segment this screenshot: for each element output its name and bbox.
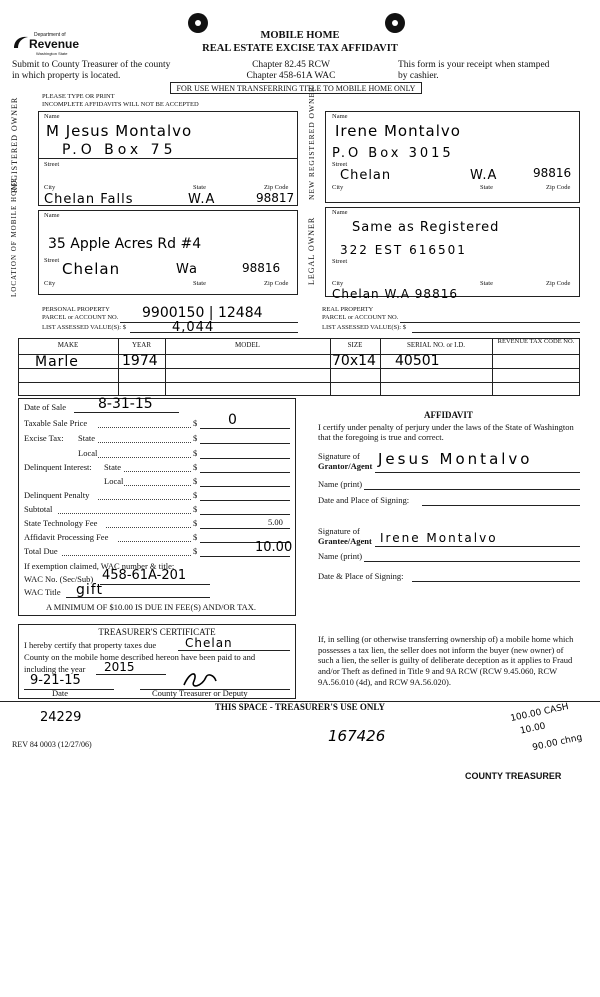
vt-make[interactable]: Marle [35, 354, 79, 370]
wac-title-label: WAC Title [24, 587, 61, 597]
affidavit-fee-label: Affidavit Processing Fee [24, 532, 109, 542]
subtotal-dollar: $ [193, 504, 198, 514]
excise-local-label: Local [78, 448, 98, 458]
date-of-sale-label: Date of Sale [24, 402, 67, 412]
ro-name[interactable]: M Jesus Montalvo [46, 122, 193, 140]
vt-size[interactable]: 70x14 [332, 353, 376, 369]
affidavit-text: I certify under penalty of perjury under the laws of the State of Washington that the foregoing is true and correct. [318, 422, 574, 442]
logo-sub: Washington State [36, 51, 68, 56]
grantee-date-line [412, 581, 580, 582]
form-subtitle: REAL ESTATE EXCISE TAX AFFIDAVIT [202, 43, 398, 54]
wac-no[interactable]: 458-61A-201 [102, 568, 187, 583]
rp-assessed-label: LIST ASSESSED VALUE(S): $ [322, 324, 406, 331]
grantee-sig-line [375, 546, 580, 547]
dp-dollar: $ [193, 490, 198, 500]
taxable-line [200, 428, 290, 429]
logo-dept: Department of [34, 32, 66, 38]
grantee-sig-label-1: Signature of [318, 526, 360, 536]
logo-name: Revenue [29, 37, 80, 51]
di-local-label: Local [104, 476, 124, 486]
affidavit-fee-dollar: $ [193, 532, 198, 542]
loc-zip-label: Zip Code [264, 280, 289, 287]
date-of-sale[interactable]: 8-31-15 [98, 396, 153, 412]
wac-no-line [100, 584, 210, 585]
tech-fee: 5.00 [268, 517, 283, 527]
treasurer-year-line [96, 674, 166, 675]
ro-street[interactable]: P.O Box 75 [62, 142, 177, 158]
pp-parcel[interactable]: 9900150 | 12484 [142, 305, 263, 321]
grantee-name-line [364, 561, 580, 562]
vt-year[interactable]: 1974 [122, 353, 158, 369]
treasurer-deputy-label: County Treasurer or Deputy [152, 688, 248, 698]
form-title: MOBILE HOME [260, 30, 340, 41]
di-state-line [200, 472, 290, 473]
vt-row-line-1 [18, 354, 580, 355]
revenue-logo [12, 32, 82, 58]
treasurer-space-label: THIS SPACE - TREASURER'S USE ONLY [214, 702, 386, 712]
di-local-dots [124, 485, 191, 486]
date-of-sale-line [74, 412, 179, 413]
treasurer-line1: I hereby certify that property taxes due [24, 640, 157, 650]
loc-city-label: City [44, 280, 56, 287]
vt-row-line-2 [18, 368, 580, 369]
rp-label: REAL PROPERTY [322, 306, 374, 313]
total-due[interactable]: 10.00 [255, 540, 293, 555]
subtotal-line [200, 514, 290, 515]
vt-row-line-3 [18, 382, 580, 383]
vt-header-year: YEAR [131, 341, 152, 349]
pp-label: PERSONAL PROPERTY [42, 306, 110, 313]
lo-street[interactable]: 322 EST 616501 [340, 243, 467, 257]
no-street[interactable]: P.O Box 3015 [332, 146, 454, 161]
location-box [38, 210, 298, 295]
delinquent-penalty-label: Delinquent Penalty [24, 490, 90, 500]
vt-header-model: MODEL [235, 341, 260, 349]
ro-zip[interactable]: 98817 [256, 191, 295, 205]
lo-state-label: State [480, 280, 493, 287]
ro-city-label: City [44, 184, 56, 191]
di-state-dots [124, 471, 191, 472]
loc-city[interactable]: Chelan [62, 260, 121, 278]
total-due-dots [62, 555, 191, 556]
grantee-name-print-label: Name (print) [318, 551, 363, 561]
grantee-date-place-label: Date & Place of Signing: [318, 571, 404, 581]
receipt-note-2: by cashier. [398, 71, 439, 81]
ro-divider-1 [38, 158, 298, 159]
grantor-signature[interactable]: Jesus Montalvo [378, 450, 533, 468]
taxable-dollar: $ [193, 418, 198, 428]
receipt-note-1: This form is your receipt when stamped [398, 60, 550, 70]
rp-parcel-line [400, 322, 580, 323]
lo-name-label: Name [332, 209, 348, 216]
grantor-name-print-label: Name (print) [318, 479, 363, 489]
di-local-dollar: $ [193, 476, 198, 486]
vt-header-make: MAKE [57, 341, 79, 349]
grantor-sig-label-1: Signature of [318, 451, 360, 461]
wac-title[interactable]: gift [76, 582, 103, 598]
no-zip-label: Zip Code [546, 184, 571, 191]
treasurer-line3: including the year [24, 664, 86, 674]
fraud-note: If, in selling (or otherwise transferring ownership of) a mobile home which possesses a tax lien, the seller does not inform the buyer (new owner) of such a lien, the seller is guilty of deliberate deception as it applies to Fraud and/or Theft as defined in Title 9 and 9A RCW (RCW 9.45.060, RCW 9A.56.010 (4d), and RCW 9A.56.020). [318, 634, 574, 687]
loc-street-label: Street [44, 257, 60, 264]
grantee-sig-label-2: Grantee/Agent [318, 536, 372, 546]
ro-name-label: Name [44, 113, 60, 120]
loc-state[interactable]: Wa [176, 262, 198, 277]
total-due-dollar: $ [193, 546, 198, 556]
excise-tax-label: Excise Tax: [24, 433, 64, 443]
ro-city[interactable]: Chelan Falls [44, 192, 134, 207]
please-type: PLEASE TYPE OR PRINT [42, 93, 115, 100]
grantor-name-line [364, 489, 580, 490]
form-number: REV 84 0003 (12/27/06) [12, 740, 92, 749]
lo-city-line[interactable]: Chelan W.A 98816 [332, 287, 458, 301]
rp-parcel-label: PARCEL or ACCOUNT NO. [322, 314, 399, 321]
submit-instructions-1: Submit to County Treasurer of the county [12, 60, 171, 70]
lo-name[interactable]: Same as Registered [352, 220, 500, 235]
pp-assessed-label: LIST ASSESSED VALUE(S): $ [42, 324, 126, 331]
ro-street-label: Street [44, 161, 60, 168]
no-street-label: Street [332, 161, 348, 168]
treasurer-date-line [24, 689, 114, 690]
grantor-sig-line [375, 472, 580, 473]
vt-serial[interactable]: 40501 [395, 353, 440, 369]
treasurer-county-line [178, 650, 290, 651]
treasurer-date-label: Date [52, 688, 69, 698]
lo-street-label: Street [332, 258, 348, 265]
no-name[interactable]: Irene Montalvo [335, 122, 461, 140]
cash-amount: 100.00 CASH [509, 701, 570, 725]
di-state-label: State [104, 462, 121, 472]
registered-owner-label: REGISTERED OWNER [10, 96, 19, 193]
grantor-date-place-label: Date and Place of Signing: [318, 495, 410, 505]
legal-owner-label: LEGAL OWNER [307, 216, 316, 285]
grantor-sig-label-2: Grantor/Agent [318, 461, 373, 471]
county-treasurer-label: COUNTY TREASURER [465, 771, 562, 781]
delinquent-interest-label: Delinquent Interest: [24, 462, 92, 472]
no-state[interactable]: W.A [470, 168, 498, 183]
loc-name-label: Name [44, 212, 60, 219]
revenue-logo-icon [12, 34, 30, 52]
taxable-dots [98, 427, 191, 428]
lo-city-label: City [332, 280, 344, 287]
treasurer-date[interactable]: 9-21-15 [30, 673, 81, 688]
transfer-note: FOR USE WHEN TRANSFERRING TITLE TO MOBILE HOME ONLY [170, 82, 422, 94]
tech-fee-dots [106, 527, 191, 528]
treasurer-line2: County on the mobile home described hereon have been paid to and [24, 652, 256, 662]
no-city[interactable]: Chelan [340, 168, 392, 183]
excise-state-dollar: $ [193, 433, 198, 443]
ro-state[interactable]: W.A [188, 192, 216, 207]
di-local-line [200, 486, 290, 487]
grantee-signature[interactable]: Irene Montalvo [380, 531, 498, 545]
tech-fee-line [200, 528, 290, 529]
pp-assessed[interactable]: 4,044 [172, 320, 215, 335]
taxable-price-label: Taxable Sale Price [24, 418, 88, 428]
excise-state-label: State [78, 433, 95, 443]
total-due-line [200, 556, 290, 557]
exemption-label: If exemption claimed, WAC number & title: [24, 561, 175, 571]
ro-state-label: State [193, 184, 206, 191]
excise-local-dots [98, 457, 191, 458]
treasurer-year[interactable]: 2015 [104, 660, 135, 674]
no-zip[interactable]: 98816 [533, 166, 572, 180]
subtotal-dots [58, 513, 191, 514]
no-city-label: City [332, 184, 344, 191]
excise-local-line [200, 458, 290, 459]
rp-assessed-line [412, 332, 580, 333]
vt-header-revenue: REVENUE TAX CODE NO. [497, 338, 575, 345]
treasurer-county[interactable]: Chelan [185, 636, 233, 650]
minimum-note: A MINIMUM OF $10.00 IS DUE IN FEE(S) AND/OR TAX. [46, 602, 257, 612]
excise-state-line [200, 443, 290, 444]
excise-local-dollar: $ [193, 448, 198, 458]
wac-no-label: WAC No. (Sec/Sub) [24, 574, 94, 584]
pp-parcel-label: PARCEL or ACCOUNT NO. [42, 314, 119, 321]
excise-state-dots [98, 442, 191, 443]
di-state-dollar: $ [193, 462, 198, 472]
left-number: 24229 [40, 710, 82, 725]
vt-header-size: SIZE [347, 341, 363, 349]
subtotal-label: Subtotal [24, 504, 53, 514]
tech-fee-dollar: $ [193, 518, 198, 528]
submit-instructions-2: in which property is located. [12, 71, 121, 81]
cash-fee: 10.00 [519, 721, 547, 737]
tech-fee-label: State Technology Fee [24, 518, 98, 528]
total-due-label: Total Due [24, 546, 58, 556]
incomplete-note: INCOMPLETE AFFIDAVITS WILL NOT BE ACCEPTED [42, 101, 199, 108]
treasurer-title: TREASURER'S CERTIFICATE [98, 627, 216, 637]
affidavit-title: AFFIDAVIT [424, 410, 473, 420]
grantor-date-line [422, 505, 580, 506]
location-label: LOCATION OF MOBILE HOME [10, 177, 18, 297]
new-owner-label: NEW REGISTERED OWNER [307, 85, 316, 200]
loc-street[interactable]: 35 Apple Acres Rd #4 [48, 236, 202, 252]
chapter-rcw: Chapter 82.45 RCW [252, 60, 330, 70]
lo-zip-label: Zip Code [546, 280, 571, 287]
ro-zip-label: Zip Code [264, 184, 289, 191]
no-state-label: State [480, 184, 493, 191]
affidavit-fee-dots [118, 541, 191, 542]
no-name-label: Name [332, 113, 348, 120]
vt-header-serial: SERIAL NO. or I.D. [406, 341, 466, 349]
cash-change: 90.00 chng [531, 732, 584, 754]
vt-col-5 [492, 338, 493, 396]
loc-zip[interactable]: 98816 [242, 261, 281, 275]
dp-dots [98, 499, 191, 500]
taxable-price[interactable]: 0 [228, 412, 238, 428]
dp-line [200, 500, 290, 501]
chapter-wac: Chapter 458-61A WAC [246, 71, 336, 81]
receipt-number: 167426 [328, 727, 386, 745]
loc-state-label: State [193, 280, 206, 287]
